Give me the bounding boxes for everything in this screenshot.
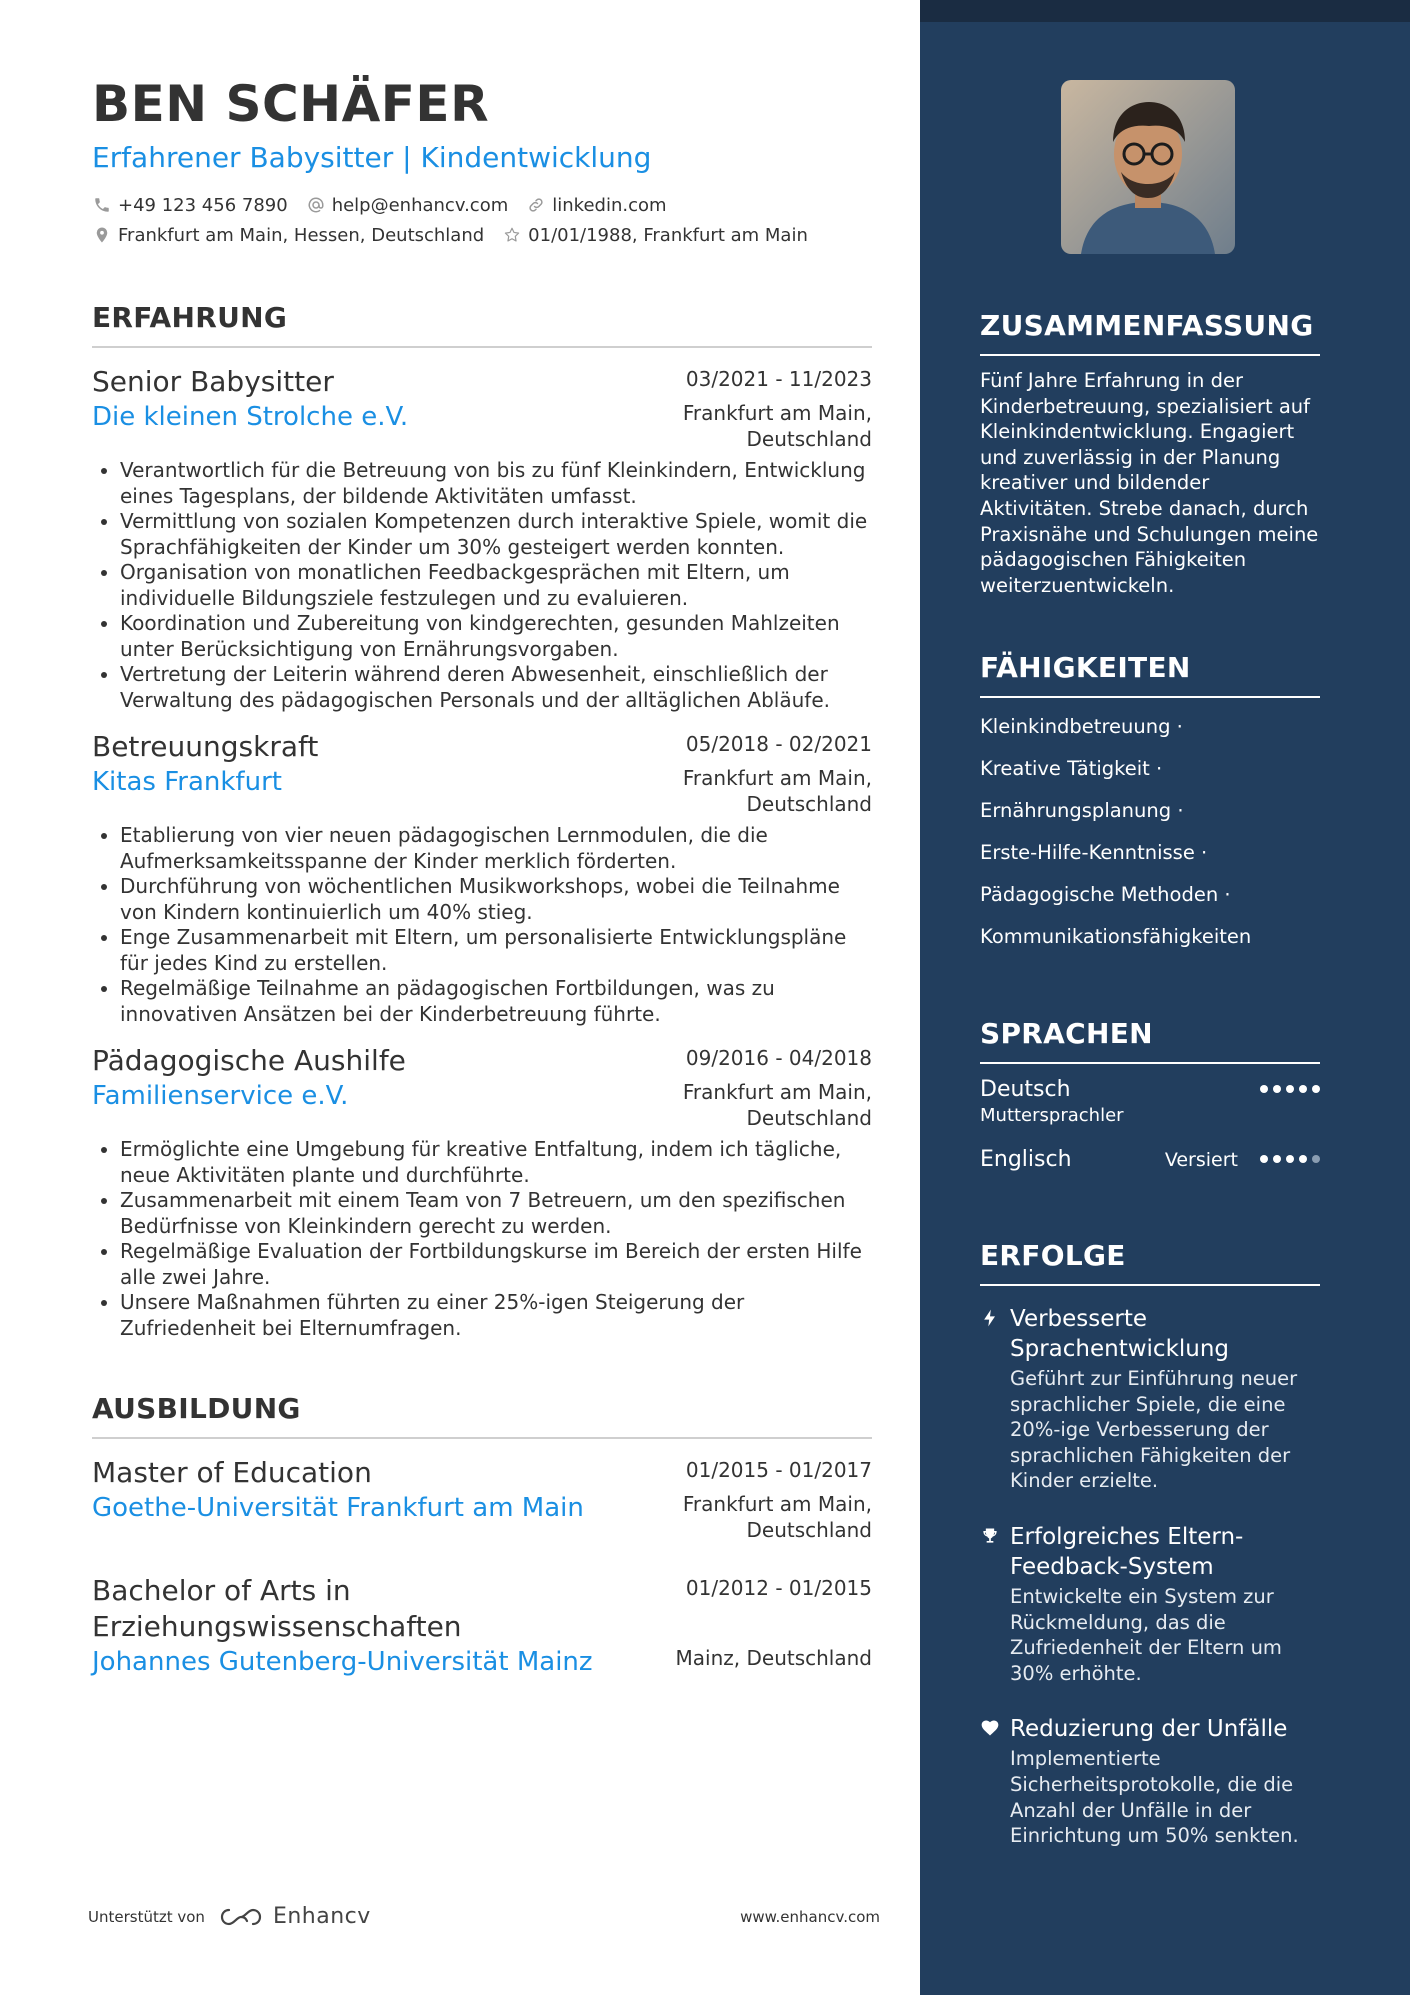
achievement-text: Geführt zur Einführung neuer sprachlicher Spiele, die eine 20%-ige Verbesserung der sprachlichen Fähigkeiten der Kinder erzielte. <box>1010 1367 1298 1493</box>
email-item <box>306 195 509 216</box>
education-section <box>92 1391 872 1679</box>
skill-item: Ernährungsplanung · <box>980 799 1184 822</box>
link-icon <box>526 195 546 215</box>
language-name: Deutsch <box>980 1077 1071 1102</box>
skill-item: Kommunikationsfähigkeiten <box>980 925 1252 948</box>
rating-dot-filled <box>1299 1155 1307 1163</box>
job-dates: 03/2021 - 11/2023 <box>685 367 872 391</box>
degree-name: Bachelor of Arts in Erziehungswissenschaften <box>92 1574 462 1643</box>
achievement-title: Verbesserte Sprachentwicklung <box>1010 1306 1230 1362</box>
degree-dates: 01/2012 - 01/2015 <box>685 1576 872 1600</box>
achievement-title: Reduzierung der Unfälle <box>1010 1716 1288 1743</box>
rating-dot-filled <box>1286 1085 1294 1093</box>
skill-item: Kreative Tätigkeit · <box>980 757 1163 780</box>
powered-by-text: Unterstützt von <box>88 1907 205 1926</box>
footer <box>88 1904 880 1929</box>
rating-dot-filled <box>1286 1155 1294 1163</box>
rating-dot-empty <box>1312 1155 1320 1163</box>
languages-section <box>980 1016 1320 1174</box>
school-name: Goethe-Universität Frankfurt am Main <box>92 1493 584 1523</box>
rating-dot-filled <box>1273 1085 1281 1093</box>
education-heading: AUSBILDUNG <box>92 1391 872 1439</box>
location-pin-icon <box>92 225 112 245</box>
birth-item <box>502 225 808 246</box>
list-item: • Durchführung von wöchentlichen Musikworkshops, wobei die Teilnahme von Kindern kontinuierlich um 40% stieg. <box>120 874 872 925</box>
rating-dot-filled <box>1312 1085 1320 1093</box>
skill-item: Pädagogische Methoden · <box>980 883 1231 906</box>
list-item: • Regelmäßige Evaluation der Fortbildungskurse im Bereich der ersten Hilfe alle zwei Jahre. <box>120 1239 872 1290</box>
birth-text: 01/01/1988, Frankfurt am Main <box>528 224 808 246</box>
rating-dot-filled <box>1299 1085 1307 1093</box>
skill-item: Kleinkindbetreuung · <box>980 715 1183 738</box>
summary-section <box>980 308 1320 598</box>
job-company: Familienservice e.V. <box>92 1081 349 1111</box>
language-level: Versiert <box>1164 1149 1238 1171</box>
enhancv-logo[interactable] <box>217 1904 371 1929</box>
experience-section <box>92 300 872 1341</box>
job-company: Kitas Frankfurt <box>92 767 282 797</box>
job-role: Pädagogische Aushilfe <box>92 1044 406 1077</box>
list-item: • Vertretung der Leiterin während deren Abwesenheit, einschließlich der Verwaltung des pädagogischen Personals und der alltäglichen Abläufe. <box>120 662 872 713</box>
experience-entry <box>92 1043 872 1341</box>
job-location: Frankfurt am Main, Deutschland <box>682 401 872 451</box>
language-rating <box>1260 1085 1320 1093</box>
list-item: • Regelmäßige Teilnahme an pädagogischen Fortbildungen, was zu innovativen Ansätzen bei der Kinderbetreuung führte. <box>120 976 872 1027</box>
location-text: Frankfurt am Main, Hessen, Deutschland <box>118 224 485 246</box>
phone-icon <box>92 195 112 215</box>
job-location: Frankfurt am Main, Deutschland <box>682 1080 872 1130</box>
sidebar-top-band <box>920 0 1410 22</box>
skill-item: Erste-Hilfe-Kenntnisse · <box>980 841 1208 864</box>
candidate-title: Erfahrener Babysitter | Kindentwicklung <box>92 141 652 174</box>
job-role: Senior Babysitter <box>92 365 334 398</box>
footer-url[interactable]: www.enhancv.com <box>740 1907 880 1926</box>
email-link[interactable]: help@enhancv.com <box>331 194 509 216</box>
candidate-name: BEN SCHÄFER <box>92 75 490 133</box>
list-item: • Etablierung von vier neuen pädagogischen Lernmodulen, die die Aufmerksamkeitsspanne der Kinder merklich förderten. <box>120 823 872 874</box>
list-item: • Ermöglichte eine Umgebung für kreative Entfaltung, indem ich tägliche, neue Aktivitäten plante und durchführte. <box>120 1137 872 1188</box>
degree-dates: 01/2015 - 01/2017 <box>685 1458 872 1482</box>
experience-entry <box>92 729 872 1027</box>
language-name: Englisch <box>980 1147 1072 1172</box>
achievements-heading: ERFOLGE <box>980 1238 1320 1286</box>
skills-heading: FÄHIGKEITEN <box>980 650 1320 698</box>
job-location: Frankfurt am Main, Deutschland <box>682 766 872 816</box>
list-item: • Zusammenarbeit mit einem Team von 7 Betreuern, um den spezifischen Bedürfnisse von Kleinkindern gerecht zu werden. <box>120 1188 872 1239</box>
rating-dot-filled <box>1260 1085 1268 1093</box>
experience-heading: ERFAHRUNG <box>92 300 872 348</box>
sidebar <box>920 0 1410 1995</box>
education-entry <box>92 1573 872 1679</box>
location-item <box>92 225 484 246</box>
summary-text: Fünf Jahre Erfahrung in der Kinderbetreuung, spezialisiert auf Kleinkindentwicklung. Engagiert und zuverlässig in der Planung kreativer und bildender Aktivitäten. Strebe danach, durch Praxisnähe und Schulungen meine pädagogischen Fähigkeiten weiterzuentwickeln. <box>980 369 1319 597</box>
school-location: Mainz, Deutschland <box>675 1646 872 1670</box>
heart-icon <box>980 1714 1010 1848</box>
list-item: • Enge Zusammenarbeit mit Eltern, um personalisierte Entwicklungspläne für jedes Kind zu erstellen. <box>120 925 872 976</box>
job-bullets <box>92 1137 872 1341</box>
language-level: Muttersprachler <box>980 1105 1124 1126</box>
infinity-logo-icon <box>217 1905 265 1929</box>
degree-name: Master of Education <box>92 1456 372 1489</box>
achievements-section <box>980 1238 1320 1849</box>
skills-section <box>980 650 1320 958</box>
profile-photo-icon <box>1061 80 1235 254</box>
language-item <box>980 1146 1320 1174</box>
language-rating <box>1260 1155 1320 1163</box>
list-item: • Organisation von monatlichen Feedbackgesprächen mit Eltern, um individuelle Bildungsziele festzulegen und zu evaluieren. <box>120 560 872 611</box>
job-dates: 05/2018 - 02/2021 <box>685 732 872 756</box>
job-company: Die kleinen Strolche e.V. <box>92 402 409 432</box>
job-bullets <box>92 458 872 713</box>
list-item: • Unsere Maßnahmen führten zu einer 25%-igen Steigerung der Zufriedenheit bei Elternumfragen. <box>120 1290 872 1341</box>
avatar <box>1061 80 1235 254</box>
list-item: • Verantwortlich für die Betreuung von bis zu fünf Kleinkindern, Entwicklung eines Tagesplans, der bildende Aktivitäten umfasst. <box>120 458 872 509</box>
rating-dot-filled <box>1273 1155 1281 1163</box>
at-icon <box>306 195 326 215</box>
achievement-item <box>980 1714 1320 1848</box>
job-role: Betreuungskraft <box>92 730 319 763</box>
languages-heading: SPRACHEN <box>980 1016 1320 1064</box>
star-icon <box>502 225 522 245</box>
website-link[interactable]: linkedin.com <box>552 194 667 216</box>
experience-entry <box>92 364 872 713</box>
education-entry <box>92 1455 872 1543</box>
language-item <box>980 1076 1320 1128</box>
achievement-text: Entwickelte ein System zur Rückmeldung, das die Zufriedenheit der Eltern um 30% erhöhte. <box>1010 1584 1282 1685</box>
rating-dot-filled <box>1260 1155 1268 1163</box>
summary-heading: ZUSAMMENFASSUNG <box>980 308 1320 356</box>
job-dates: 09/2016 - 04/2018 <box>685 1046 872 1070</box>
phone-number[interactable]: +49 123 456 7890 <box>118 194 288 216</box>
list-item: • Koordination und Zubereitung von kindgerechten, gesunden Mahlzeiten unter Berücksichtigung von Ernährungsvorgaben. <box>120 611 872 662</box>
achievement-item <box>980 1304 1320 1494</box>
job-bullets <box>92 823 872 1027</box>
achievement-item <box>980 1522 1320 1686</box>
main-column <box>92 74 872 1679</box>
trophy-icon <box>980 1522 1010 1686</box>
school-name: Johannes Gutenberg-Universität Mainz <box>92 1647 593 1677</box>
bolt-icon <box>980 1304 1010 1494</box>
list-item: • Vermittlung von sozialen Kompetenzen durch interaktive Spiele, womit die Sprachfähigkeiten der Kinder um 30% gesteigert werden konnten. <box>120 509 872 560</box>
achievement-title: Erfolgreiches Eltern-Feedback-System <box>1010 1523 1244 1580</box>
contact-info <box>92 190 872 250</box>
achievement-text: Implementierte Sicherheitsprotokolle, die die Anzahl der Unfälle in der Einrichtung um 50% senkten. <box>1010 1747 1299 1848</box>
enhancv-brand: Enhancv <box>272 1904 371 1929</box>
website-item <box>526 195 666 216</box>
school-location: Frankfurt am Main, Deutschland <box>682 1492 872 1542</box>
phone-item <box>92 195 288 216</box>
